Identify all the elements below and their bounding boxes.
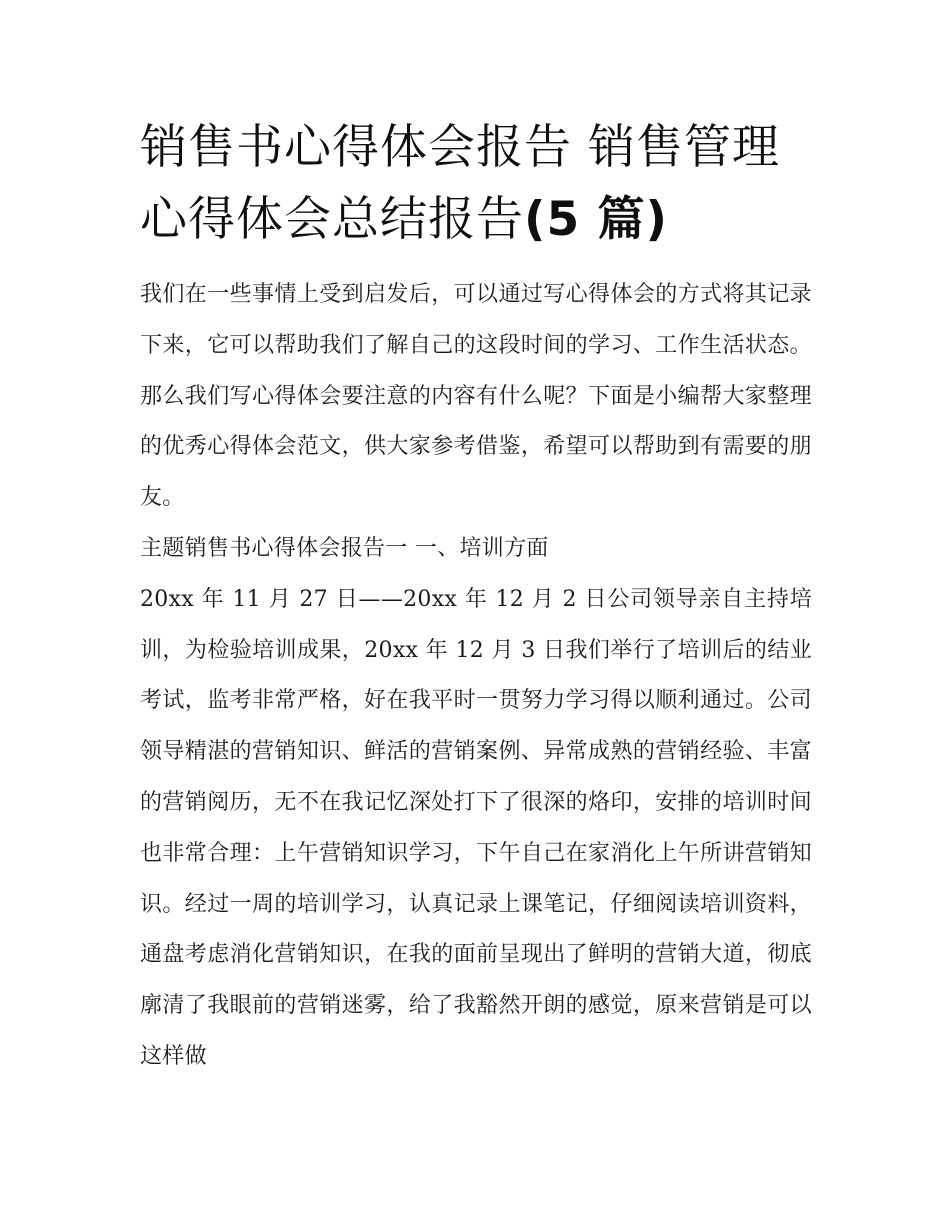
body-paragraph: 20xx 年 11 月 27 日——20xx 年 12 月 2 日公司领导亲自主持培训，为检验培训成果，20xx 年 12 月 3 日我们举行了培训后的结业考试，监考非常严格，好在我平时一贯努力学习得以顺利通过。公司领导精湛的营销知识、鲜活的营销案例、异常成熟的营销经验、丰富的营销阅历，无不在我记忆深处打下了很深的烙印，安排的培训时间也非常合理：上午营销知识学习，下午自己在家消化上午所讲营销知识。经过一周的培训学习，认真记录上课笔记，仔细阅读培训资料，通盘考虑消化营销知识，在我的面前呈现出了鲜明的营销大道，彻底廓清了我眼前的营销迷雾，给了我豁然开朗的感觉，原来营销是可以这样做 [140, 586, 812, 1069]
title-main-text: 销售书心得体会报告 销售管理心得体会总结报告 [140, 120, 780, 247]
document-content [140, 112, 812, 1083]
title-suffix: (5 篇) [524, 192, 669, 247]
section-heading: 主题销售书心得体会报告一 一、培训方面 [140, 535, 549, 561]
intro-paragraph: 我们在一些事情上受到启发后，可以通过写心得体会的方式将其记录下来，它可以帮助我们了解自己的这段时间的学习、工作生活状态。那么我们写心得体会要注意的内容有什么呢？下面是小编帮大家整理的优秀心得体会范文，供大家参考借鉴，希望可以帮助到有需要的朋友。 [140, 282, 812, 511]
document-title [140, 112, 812, 256]
